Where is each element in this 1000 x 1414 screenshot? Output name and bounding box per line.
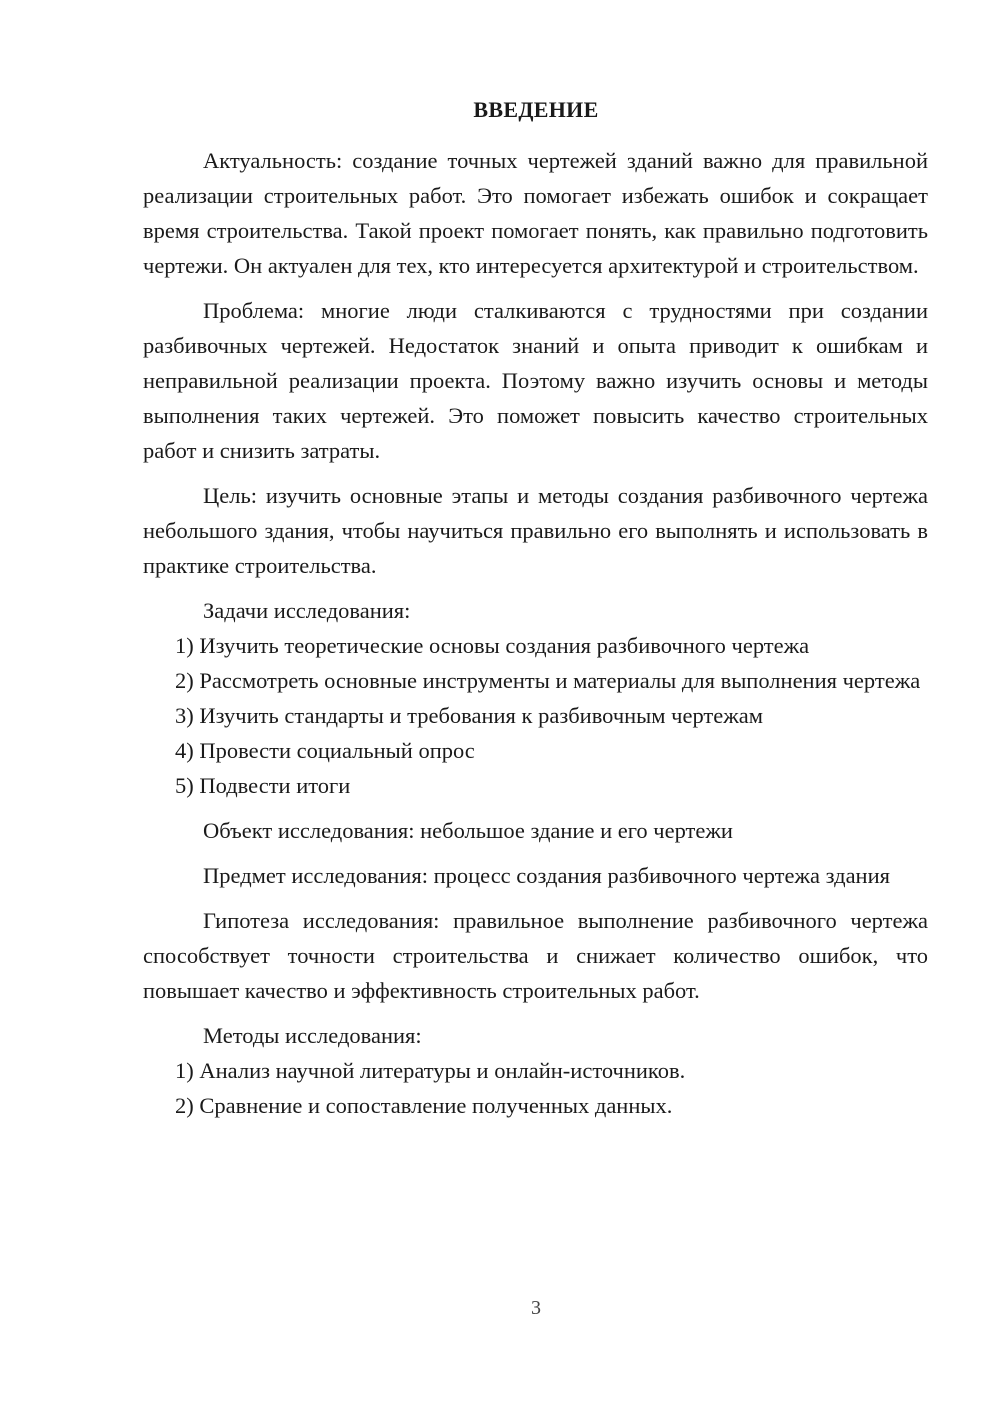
paragraph-goal: Цель: изучить основные этапы и методы создания разбивочного чертежа небольшого здания, чтобы научиться правильно его выполнять и использовать в практике строительства. bbox=[143, 483, 928, 578]
task-item: 5) Подвести итоги bbox=[175, 773, 351, 798]
tasks-heading: Задачи исследования: bbox=[203, 598, 411, 623]
paragraph-problem: Проблема: многие люди сталкиваются с трудностями при создании разбивочных чертежей. Недостаток знаний и опыта приводит к ошибкам и неправильной реализации проекта. Поэтому важно изучить основы и методы выполнения таких чертежей. Это поможет повысить качество строительных работ и снизить затраты. bbox=[143, 298, 928, 463]
paragraph-relevance: Актуальность: создание точных чертежей зданий важно для правильной реализации строительных работ. Это помогает избежать ошибок и сокращает время строительства. Такой проект помогает понять, как правильно подготовить чертежи. Он актуален для тех, кто интересуется архитектурой и строительством. bbox=[143, 148, 928, 278]
task-item: 1) Изучить теоретические основы создания разбивочного чертежа bbox=[175, 633, 810, 658]
document-body bbox=[143, 143, 928, 1123]
methods-heading: Методы исследования: bbox=[203, 1023, 422, 1048]
task-item: 4) Провести социальный опрос bbox=[175, 738, 475, 763]
page-title: ВВЕДЕНИЕ bbox=[473, 97, 599, 122]
paragraph-subject: Предмет исследования: процесс создания разбивочного чертежа здания bbox=[203, 863, 890, 888]
task-item: 3) Изучить стандарты и требования к разбивочным чертежам bbox=[175, 703, 764, 728]
paragraph-hypothesis: Гипотеза исследования: правильное выполнение разбивочного чертежа способствует точности строительства и снижает количество ошибок, что повышает качество и эффективность строительных работ. bbox=[143, 908, 928, 1003]
method-item: 2) Сравнение и сопоставление полученных данных. bbox=[175, 1093, 673, 1118]
task-item: 2) Рассмотреть основные инструменты и материалы для выполнения чертежа bbox=[175, 668, 921, 693]
paragraph-object: Объект исследования: небольшое здание и его чертежи bbox=[203, 818, 733, 843]
page-number: 3 bbox=[531, 1297, 541, 1319]
method-item: 1) Анализ научной литературы и онлайн-источников. bbox=[175, 1058, 686, 1083]
